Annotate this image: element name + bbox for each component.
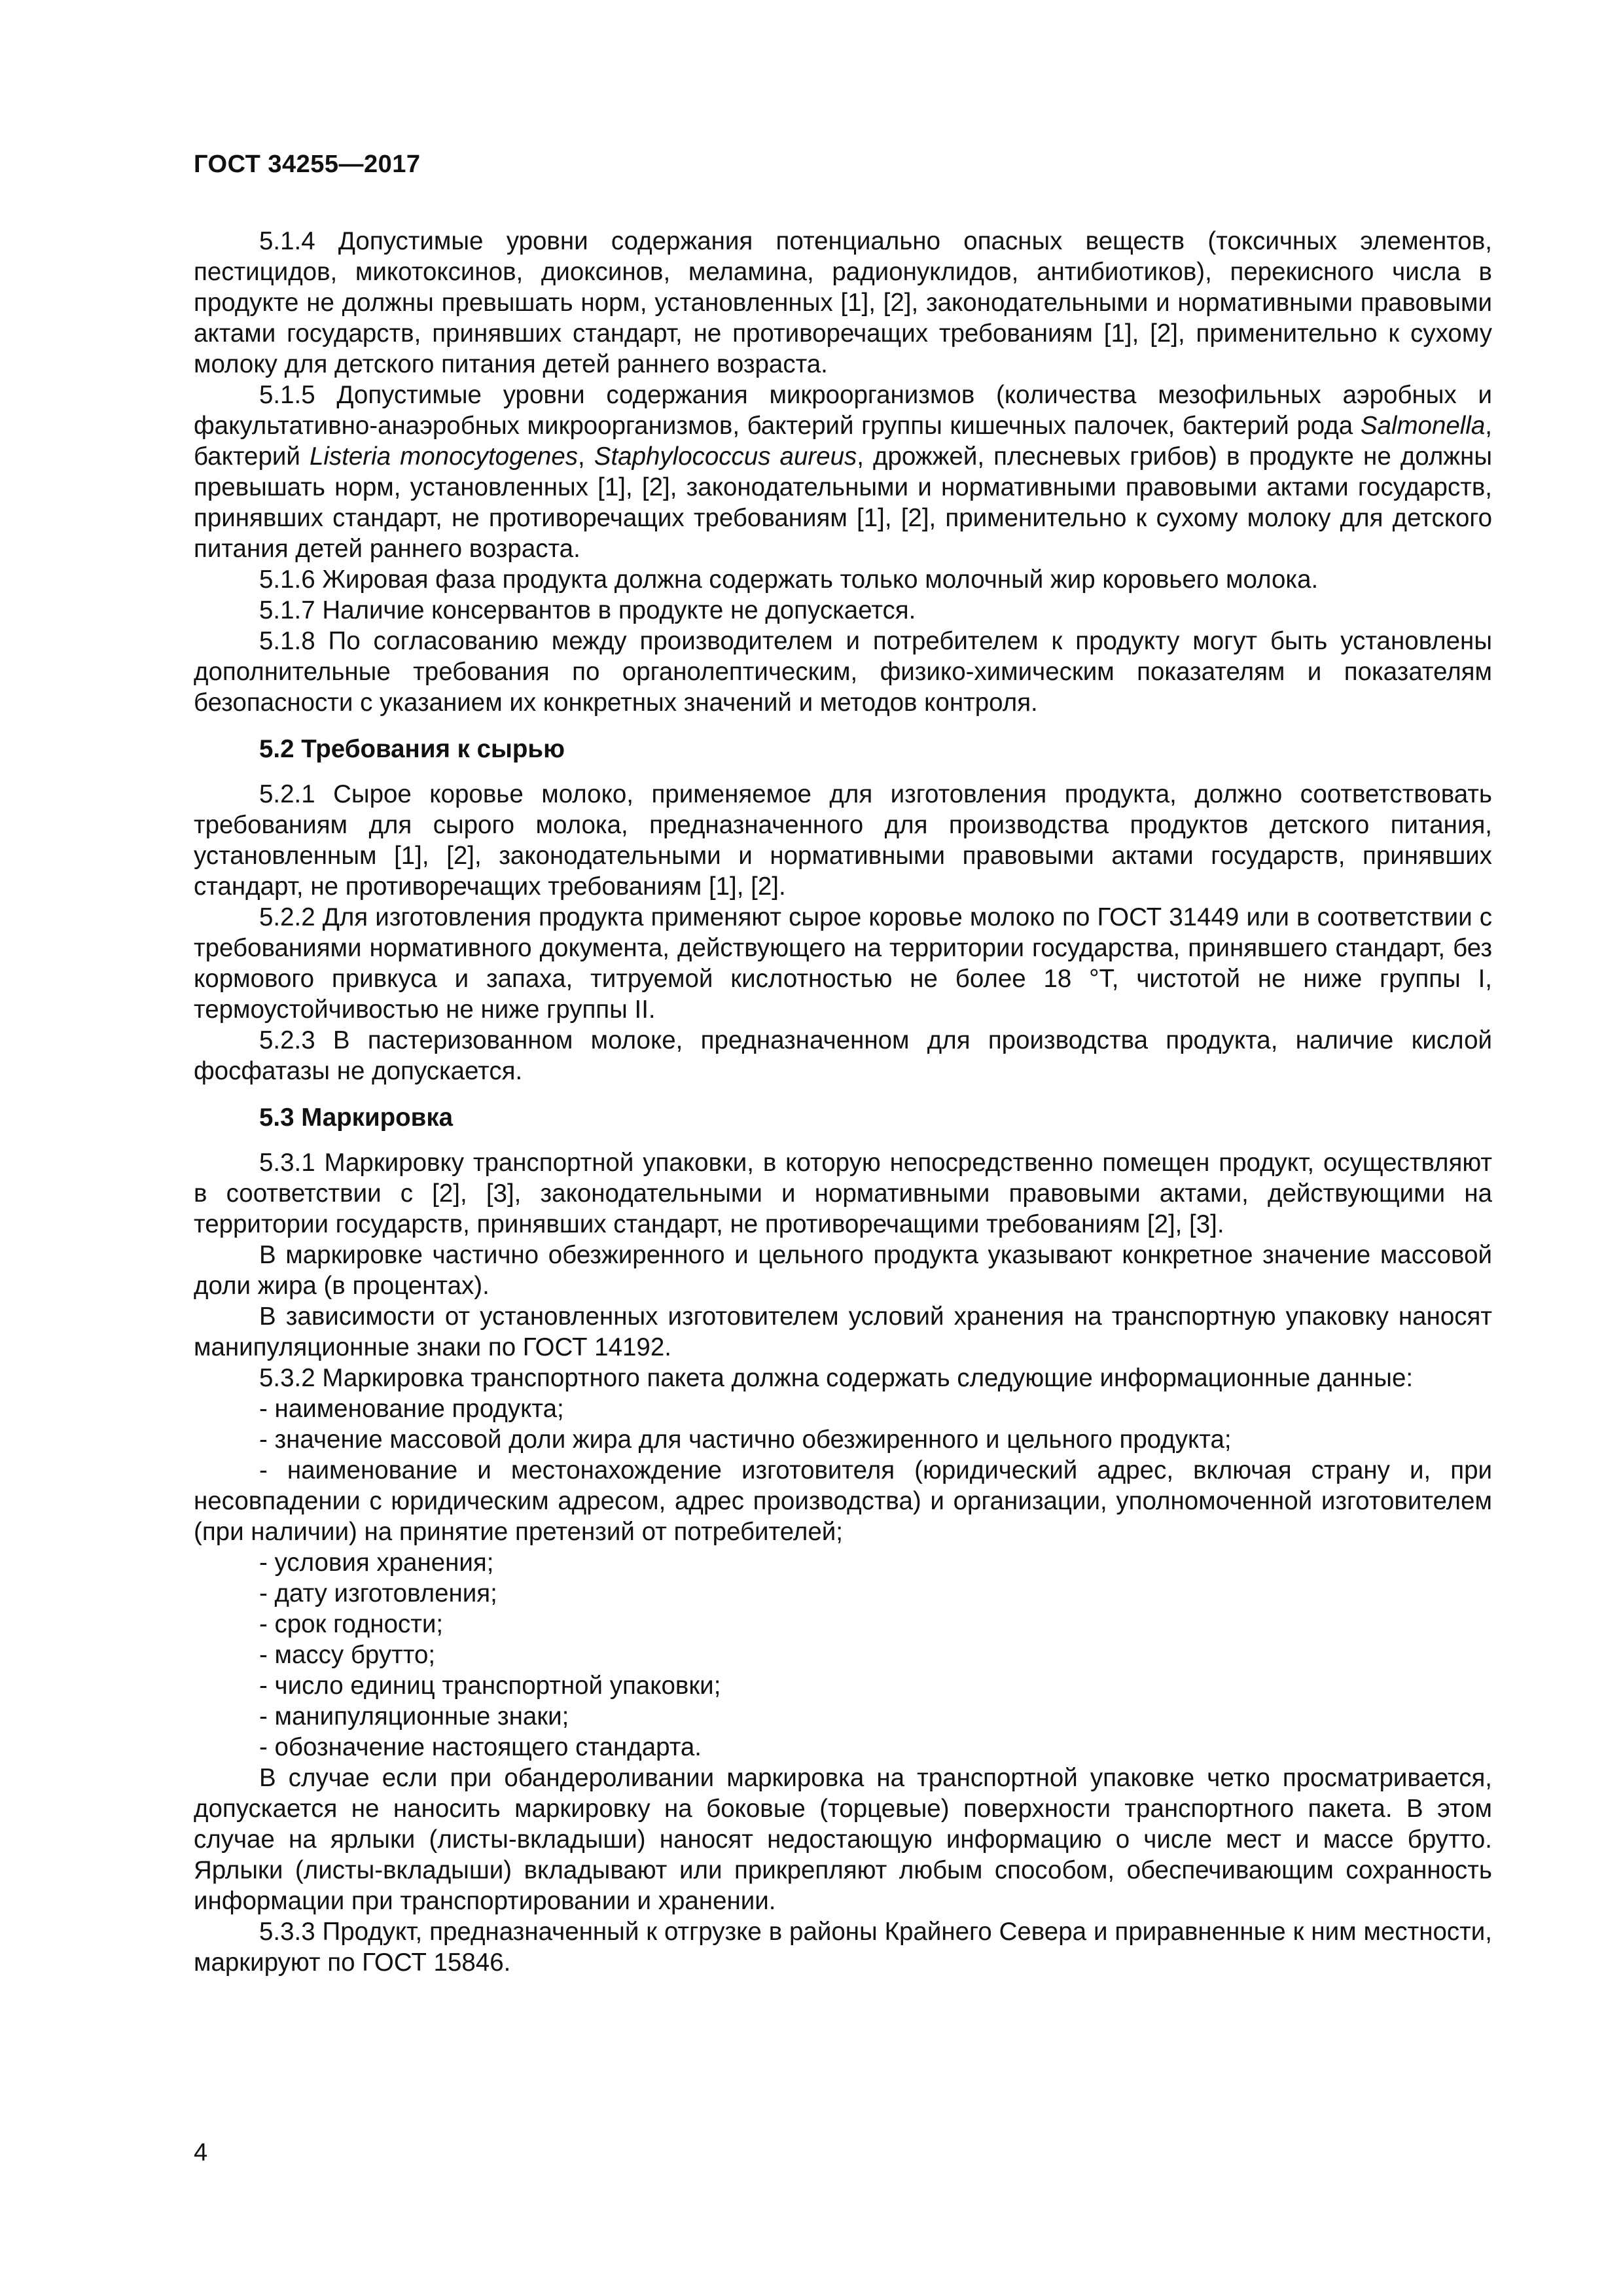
italic-term: Staphylococcus aureus [594, 442, 857, 471]
list-item: - условия хранения; [259, 1549, 494, 1577]
paragraph: В маркировке частично обезжиренного и цельного продукта указывают конкретное значение массовой доли жира (в процентах). [194, 1241, 1492, 1300]
paragraph: 5.1.7 Наличие консервантов в продукте не допускается. [259, 596, 916, 624]
paragraph: 5.3.3 Продукт, предназначенный к отгрузке в районы Крайнего Севера и приравненные к ним местности, маркируют по ГОСТ 15846. [194, 1918, 1492, 1977]
list-item: - массу брутто; [259, 1641, 436, 1669]
paragraph [194, 380, 1492, 564]
list-item: - наименование продукта; [259, 1395, 564, 1423]
list-item: - дату изготовления; [259, 1579, 497, 1607]
italic-term: Listeria monocytogenes [309, 442, 578, 471]
document-body [194, 226, 1492, 1978]
paragraph: В зависимости от установленных изготовителем условий хранения на транспортную упаковку наносят манипуляционные знаки по ГОСТ 14192. [194, 1302, 1492, 1361]
paragraph: 5.1.6 Жировая фаза продукта должна содержать только молочный жир коровьего молока. [259, 565, 1319, 594]
text-segment: , [578, 442, 594, 471]
document-header: ГОСТ 34255—2017 [194, 151, 421, 178]
italic-term: Salmonella [1360, 412, 1486, 440]
text-segment: 5.1.5 Допустимые уровни содержания микроорганизмов (количества мезофильных аэробных и факультативно-анаэробных микроорганизмов, бактерий группы кишечных палочек, бактерий рода [194, 381, 1492, 440]
paragraph: 5.3.1 Маркировку транспортной упаковки, в которую непосредственно помещен продукт, осуществляют в соответствии с [2], [3], законодательными и нормативными правовыми актами, действующими на территории государств, принявших стандарт, не противоречащими требованиям [2], [3]. [194, 1149, 1492, 1238]
paragraph: В случае если при обандероливании маркировка на транспортной упаковке четко просматривается, допускается не наносить маркировку на боковые (торцевые) поверхности транспортного пакета. В этом случае на ярлыки (листы-вкладыши) наносят недостающую информацию о числе мест и массе брутто. Ярлыки (листы-вкладыши) вкладывают или прикрепляют любым способом, обеспечивающим сохранность информации при транспортировании и хранении. [194, 1764, 1492, 1915]
text-segment: , дрожжей, плесневых грибов) в продукте не должны превышать норм, установленных [1], [2], законодательными и нормативными правовыми актами государств, принявших стандарт, не противоречащих требованиям [1], [2], применительно к сухому молоку для детского питания детей раннего возраста. [194, 442, 1492, 563]
section-heading: 5.2 Требования к сырью [259, 735, 565, 763]
paragraph: 5.1.8 По согласованию между производителем и потребителем к продукту могут быть установлены дополнительные требования по органолептическим, физико-химическим показателям и показателям безопасности с указанием их конкретных значений и методов контроля. [194, 627, 1492, 717]
list-item: - манипуляционные знаки; [259, 1702, 569, 1731]
paragraph: 5.1.4 Допустимые уровни содержания потенциально опасных веществ (токсичных элементов, пестицидов, микотоксинов, диоксинов, меламина, радионуклидов, антибиотиков), перекисного числа в продукте не должны превышать норм, установленных [1], [2], законодательными и нормативными правовыми актами государств, принявших стандарт, не противоречащих требованиям [1], [2], применительно к сухому молоку для детского питания детей раннего возраста. [194, 227, 1492, 378]
list-item: - значение массовой доли жира для частично обезжиренного и цельного продукта; [259, 1426, 1232, 1454]
text-segment: , бактерий [194, 412, 1492, 471]
list-item: - наименование и местонахождение изготовителя (юридический адрес, включая страну и, при несовпадении с юридическим адресом, адрес производства) и организации, уполномоченной изготовителем (при наличии) на принятие претензий от потребителей; [194, 1456, 1492, 1546]
paragraph: 5.2.2 Для изготовления продукта применяют сырое коровье молоко по ГОСТ 31449 или в соответствии с требованиями нормативного документа, действующего на территории государства, принявшего стандарт, без кормового привкуса и запаха, титруемой кислотностью не более 18 °Т, чистотой не ниже группы I, термоустойчивостью не ниже группы II. [194, 903, 1492, 1024]
paragraph: 5.2.1 Сырое коровье молоко, применяемое для изготовления продукта, должно соответствовать требованиям для сырого молока, предназначенного для производства продуктов детского питания, установленным [1], [2], законодательными и нормативными правовыми актами государств, принявших стандарт, не противоречащих требованиям [1], [2]. [194, 780, 1492, 901]
section-heading: 5.3 Маркировка [259, 1103, 454, 1132]
list-item: - число единиц транспортной упаковки; [259, 1672, 721, 1700]
paragraph: 5.3.2 Маркировка транспортного пакета должна содержать следующие информационные данные: [259, 1364, 1414, 1392]
list-item: - срок годности; [259, 1610, 444, 1638]
list-item: - обозначение настоящего стандарта. [259, 1733, 702, 1761]
page-number: 4 [194, 2139, 208, 2166]
paragraph: 5.2.3 В пастеризованном молоке, предназначенном для производства продукта, наличие кислой фосфатазы не допускается. [194, 1026, 1492, 1085]
